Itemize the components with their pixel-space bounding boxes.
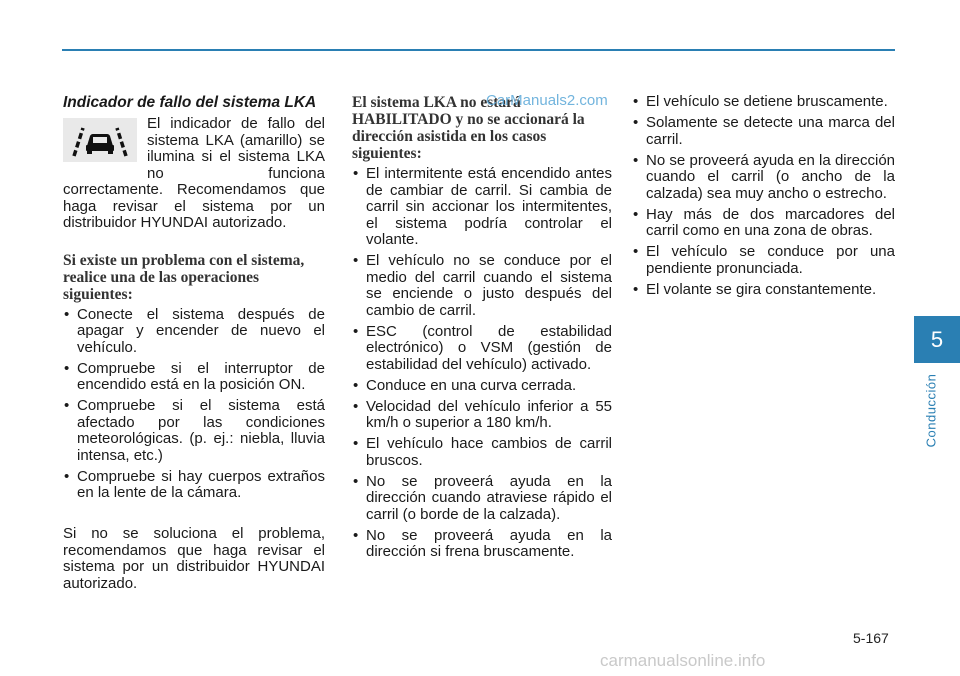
right-column [632, 94, 895, 303]
list-item: • No se proveerá ayuda en la dirección si frena bruscamente. [352, 528, 612, 561]
list-item: • El vehículo se conduce por una pendiente pronunciada. [632, 244, 895, 277]
list-item: • El volante se gira constantemente. [632, 282, 895, 299]
left-column [63, 94, 325, 592]
list-item: • El vehículo no se conduce por el medio del carril cuando el sistema se enciende o justo después del cambio de carril. [352, 253, 612, 319]
header-rule [62, 49, 895, 51]
list-item: • Hay más de dos marcadores del carril como en una zona de obras. [632, 207, 895, 240]
lka-lane-car-icon [63, 118, 137, 162]
list-item: • Velocidad del vehículo inferior a 55 km/h o superior a 180 km/h. [352, 399, 612, 432]
lka-disabled-conditions-list [352, 166, 612, 561]
chapter-label: Conducción [923, 373, 939, 447]
list-item: • El vehículo se detiene bruscamente. [632, 94, 895, 111]
middle-column [352, 94, 612, 565]
chapter-number-tab: 5 [914, 316, 960, 363]
watermark-bottom: carmanualsonline.info [600, 651, 766, 670]
list-item: • ESC (control de estabilidad electrónico) o VSM (gestión de estabilidad del vehículo) activado. [352, 324, 612, 374]
lka-fault-description: El indicador de fallo del sistema LKA (amarillo) se ilumina si el sistema LKA no funciona correctamente. Recomendamos que haga revisar el sistema por un distribuidor HYUNDAI autorizado. [63, 115, 325, 231]
problem-actions-list [63, 307, 325, 502]
lka-disabled-heading: El sistema LKA no estará HABILITADO y no se accionará la dirección asistida en los casos siguientes: [352, 94, 585, 162]
problem-subheading: Si existe un problema con el sistema, realice una de las operaciones siguientes: [63, 251, 305, 303]
list-item: • El vehículo hace cambios de carril bruscos. [352, 436, 612, 469]
list-item: • Conecte el sistema después de apagar y encender de nuevo el vehículo. [63, 307, 325, 357]
closing-paragraph: Si no se soluciona el problema, recomendamos que haga revisar el sistema por un distribuidor HYUNDAI autorizado. [63, 525, 325, 592]
list-item: • Conduce en una curva cerrada. [352, 378, 612, 395]
list-item: • No se proveerá ayuda en la dirección cuando atraviese rápido el carril (o borde de la calzada). [352, 474, 612, 524]
page-number: 5-167 [853, 630, 889, 646]
lka-disabled-conditions-continued-list [632, 94, 895, 298]
watermark-top: CarManuals2.com [486, 92, 608, 109]
list-item: • Compruebe si el interruptor de encendido está en la posición ON. [63, 361, 325, 394]
list-item: • Solamente se detecte una marca del carril. [632, 115, 895, 148]
section-heading-lka-fault: Indicador de fallo del sistema LKA [63, 94, 317, 111]
list-item: • No se proveerá ayuda en la dirección cuando el carril (o ancho de la calzada) sea muy ancho o estrecho. [632, 153, 895, 203]
list-item: • Compruebe si hay cuerpos extraños en la lente de la cámara. [63, 469, 325, 502]
list-item: • El intermitente está encendido antes de cambiar de carril. Si cambia de carril sin accionar los intermitentes, el sistema podría controlar el volante. [352, 166, 612, 249]
list-item: • Compruebe si el sistema está afectado por las condiciones meteorológicas. (p. ej.: niebla, lluvia intensa, etc.) [63, 398, 325, 464]
